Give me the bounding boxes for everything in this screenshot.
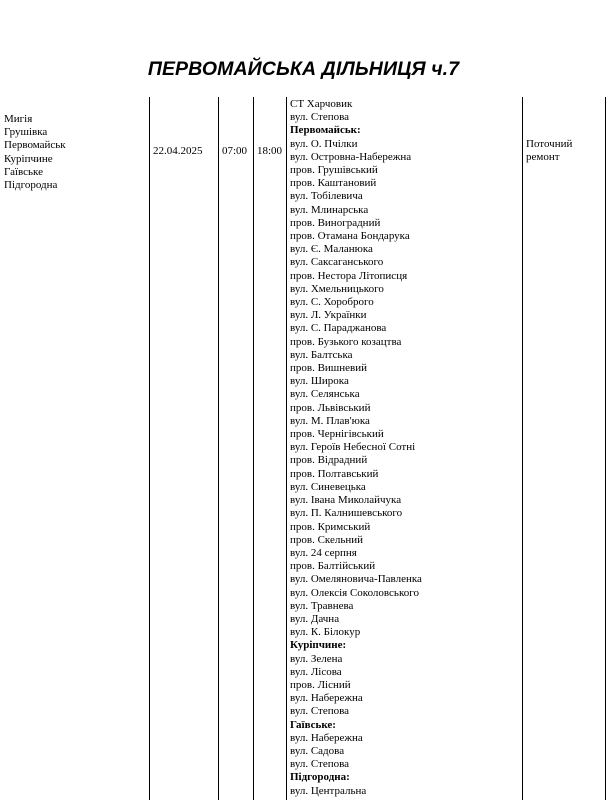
work-type-text: ремонт: [526, 151, 560, 164]
street-name: пров. Грушівський: [290, 164, 378, 177]
street-name: пров. Полтавський: [290, 467, 379, 480]
street-name: пров. Виноградний: [290, 216, 381, 229]
table-column-divider: [149, 97, 150, 800]
work-type-text: Поточний: [526, 138, 573, 150]
street-name: вул. Центральна: [290, 784, 367, 797]
streets-cell: [290, 98, 422, 798]
settlement-name: Гаївське: [4, 165, 44, 178]
street-name: вул. О. Пчілки: [290, 137, 358, 150]
page-title: ПЕРВОМАЙСЬКА ДІЛЬНИЦЯ ч.7: [147, 58, 460, 80]
street-name: пров. Балтійський: [290, 560, 376, 573]
date-cell: 22.04.2025: [153, 145, 203, 157]
street-name: вул. К. Білокур: [290, 626, 361, 639]
street-name: вул. Млинарська: [290, 203, 369, 216]
street-name: вул. Синевецька: [290, 480, 366, 493]
settlement-name: Підгородна: [4, 179, 58, 192]
street-name: вул. Садова: [290, 744, 345, 757]
table-column-divider: [605, 97, 606, 800]
street-name: пров. Нестора Літописця: [290, 269, 408, 282]
settlement-name: Первомайськ: [4, 139, 66, 152]
street-name: пров. Лісний: [290, 678, 351, 691]
street-name: вул. Героїв Небесної Сотні: [290, 441, 416, 454]
settlement-name: Куріпчине: [4, 152, 53, 165]
street-name: вул. Омеляновича-Павленка: [290, 573, 422, 586]
street-name: вул. Саксаганського: [290, 256, 384, 269]
street-name: вул. Набережна: [290, 731, 363, 744]
street-name: пров. Чернігівський: [290, 428, 384, 441]
street-name: пров. Скельний: [290, 533, 364, 546]
street-name: вул. Лісова: [290, 665, 342, 678]
street-name: вул. Степова: [290, 758, 350, 771]
street-name: пров. Каштановий: [290, 177, 377, 190]
street-name: пров. Отамана Бондарука: [290, 230, 410, 243]
table-column-divider: [253, 97, 254, 800]
street-name: вул. Хмельницького: [290, 282, 384, 295]
settlements-cell: [4, 113, 66, 192]
street-name: вул. С. Параджанова: [290, 322, 387, 335]
settlement-heading: Первомайськ:: [290, 124, 361, 137]
street-name: СТ Харчовик: [290, 98, 353, 110]
street-name: вул. Степова: [290, 705, 350, 718]
settlement-heading: Куріпчине:: [290, 639, 347, 652]
table-column-divider: [218, 97, 219, 800]
street-name: вул. Тобілевича: [290, 190, 363, 203]
street-name: вул. Широка: [290, 375, 349, 388]
table-column-divider: [522, 97, 523, 800]
settlement-heading: Підгородна:: [290, 771, 350, 784]
street-name: вул. Островна-Набережна: [290, 150, 412, 163]
street-name: вул. С. Хороброго: [290, 296, 374, 309]
street-name: пров. Кримський: [290, 520, 371, 533]
street-name: вул. М. Плав'юка: [290, 414, 370, 427]
street-name: вул. Балтська: [290, 348, 353, 361]
start-time-cell: 07:00: [222, 145, 248, 157]
street-name: пров. Відрадний: [290, 454, 368, 467]
street-name: вул. Степова: [290, 111, 350, 124]
street-name: пров. Вишневий: [290, 362, 368, 375]
street-name: вул. Івана Миколайчука: [290, 494, 402, 507]
settlement-name: Мигія: [4, 113, 33, 125]
street-name: вул. Травнева: [290, 599, 354, 612]
street-name: вул. Л. Українки: [290, 309, 367, 322]
end-time-cell: 18:00: [257, 145, 283, 157]
street-name: вул. 24 серпня: [290, 546, 357, 559]
table-column-divider: [286, 97, 287, 800]
street-name: пров. Бузького козацтва: [290, 335, 402, 348]
street-name: вул. Дачна: [290, 612, 340, 625]
settlement-name: Грушівка: [4, 126, 48, 139]
street-name: пров. Львівський: [290, 401, 371, 414]
work-type-cell: [526, 138, 572, 164]
street-name: вул. Олексія Соколовського: [290, 586, 419, 599]
street-name: вул. Селянська: [290, 388, 360, 401]
street-name: вул. Є. Маланюка: [290, 243, 373, 256]
street-name: вул. Набережна: [290, 692, 363, 705]
settlement-heading: Гаївське:: [290, 718, 336, 731]
street-name: вул. П. Калнишевського: [290, 507, 403, 520]
street-name: вул. Зелена: [290, 652, 343, 665]
